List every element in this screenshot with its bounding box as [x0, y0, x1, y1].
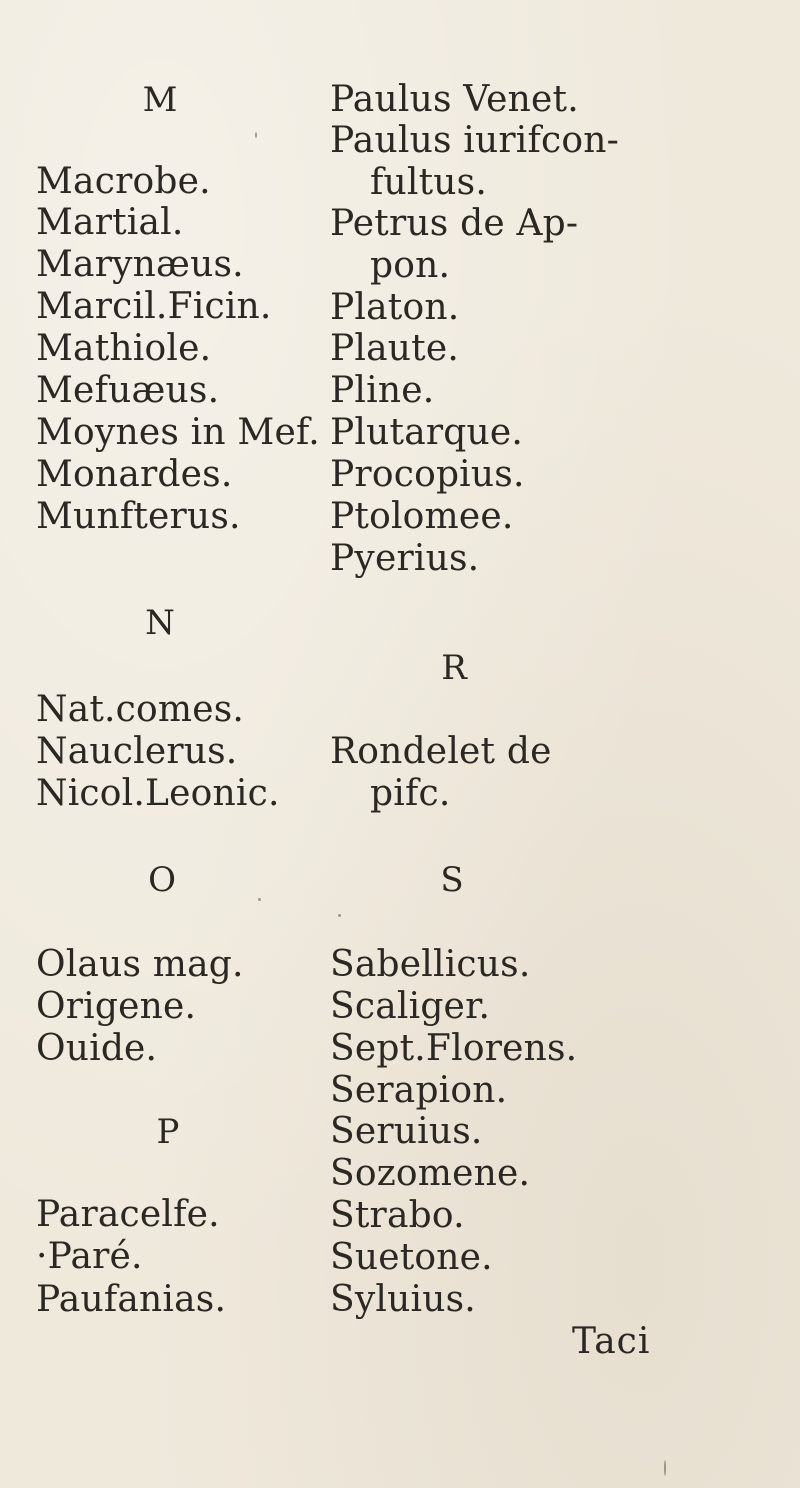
section-letter-p: P [156, 1112, 180, 1152]
index-entry: Pyerius. [330, 538, 480, 579]
index-entry: Nicol.Leonic. [36, 773, 280, 814]
index-entry: fultus. [370, 162, 487, 203]
index-entry: Serapion. [330, 1070, 508, 1111]
index-entry: Paulus Venet. [330, 79, 579, 120]
index-entry: Rondelet de [330, 731, 552, 772]
paper-speck [258, 898, 261, 901]
section-letter-s: S [440, 860, 464, 900]
paper-speck [255, 132, 257, 138]
index-entry: Origene. [36, 986, 197, 1027]
paper-speck [664, 1460, 666, 1476]
index-entry: Martial. [36, 202, 184, 243]
index-entry: Scaliger. [330, 986, 491, 1027]
index-entry: Pline. [330, 370, 435, 411]
index-entry: Nauclerus. [36, 731, 238, 772]
paper-speck [338, 914, 341, 917]
index-entry: pon. [370, 245, 451, 286]
index-entry: Seruius. [330, 1111, 483, 1152]
index-entry: Monardes. [36, 454, 233, 495]
index-entry: Paracelfe. [36, 1194, 220, 1235]
index-entry: Suetone. [330, 1237, 493, 1278]
index-entry: Strabo. [330, 1195, 465, 1236]
section-letter-r: R [441, 648, 467, 688]
index-entry: Moynes in Mef. [36, 412, 320, 453]
catchword: Taci [572, 1321, 651, 1362]
index-entry: Platon. [330, 287, 460, 328]
index-entry: Procopius. [330, 454, 525, 495]
index-entry: Marcil.Ficin. [36, 286, 272, 327]
section-letter-n: N [145, 603, 175, 643]
index-entry: Ptolomee. [330, 496, 514, 537]
index-entry: Sozomene. [330, 1153, 531, 1194]
index-entry: Olaus mag. [36, 944, 244, 985]
index-entry: Sabellicus. [330, 944, 531, 985]
index-entry: Nat.comes. [36, 689, 245, 730]
index-entry: pifc. [370, 773, 451, 814]
index-entry: Plaute. [330, 328, 459, 369]
index-entry: Mathiole. [36, 328, 212, 369]
index-entry: Marynæus. [36, 244, 244, 285]
index-entry: Macrobe. [36, 161, 211, 202]
index-entry: Ouide. [36, 1028, 158, 1069]
index-entry: Plutarque. [330, 412, 524, 453]
index-entry: Mefuæus. [36, 370, 220, 411]
index-entry: Syluius. [330, 1279, 476, 1320]
index-entry: Paulus iurifcon- [330, 120, 620, 161]
index-entry: Munfterus. [36, 496, 241, 537]
index-entry: Sept.Florens. [330, 1028, 578, 1069]
index-entry: ·Paré. [36, 1236, 143, 1277]
index-entry: Petrus de Ap- [330, 203, 579, 244]
section-letter-m: M [142, 80, 178, 120]
index-entry: Paufanias. [36, 1279, 227, 1320]
section-letter-o: O [148, 860, 176, 900]
